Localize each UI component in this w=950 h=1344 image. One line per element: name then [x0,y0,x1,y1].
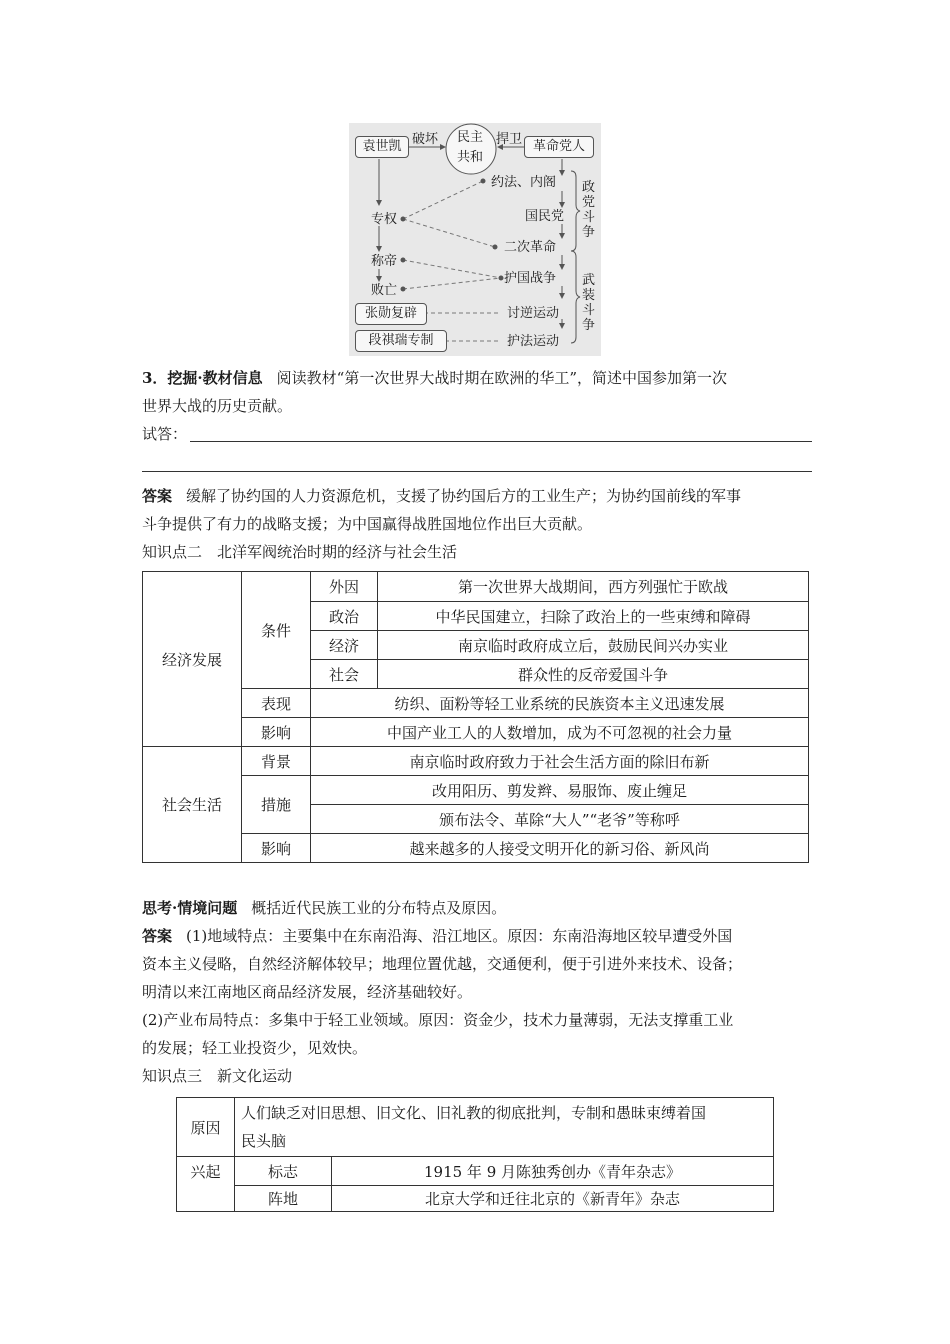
cell-cause-value [235,1098,774,1157]
cell-social: 社会生活 [143,747,242,863]
cell-foreign: 外因 [311,572,378,602]
answer-line-2[interactable] [142,471,812,472]
cell-foreign-value: 第一次世界大战期间，西方列强忙于欧战 [378,572,809,602]
cell-politics: 政治 [311,602,378,631]
cell-economy-value: 南京临时政府成立后，鼓励民间兴办实业 [378,631,809,660]
cell-society: 社会 [311,660,378,689]
history-diagram [349,123,601,356]
cell-impact2-value: 越来越多的人接受文明开化的新习俗、新风尚 [311,834,809,863]
label-party-struggle: 政党斗争 [581,180,595,240]
think-label: 思考·情境问题 [142,899,238,917]
cell-sign-value: 1915 年 9 月陈独秀创办《青年杂志》 [332,1157,774,1186]
box-yuan: 袁世凯 [355,136,409,158]
answer2-label: 答案 [142,927,173,945]
label-autocracy: 专权 [371,212,398,227]
kp3-title: 知识点三 新文化运动 [142,1067,293,1085]
cell-measures: 措施 [242,776,311,834]
answer2-text-1: (1)地域特点：主要集中在东南沿海、沿江地区。原因：东南沿海地区较早遭受外国 [186,927,733,945]
label-defend: 捍卫 [496,132,523,147]
economy-society-table [142,571,809,863]
box-zhangxun: 张勋复辟 [355,303,427,325]
label-republic-1: 民主 [457,130,484,145]
cell-measure-2: 颁布法令、革除“大人”“老爷”等称呼 [311,805,809,834]
label-emperor: 称帝 [371,254,398,269]
cell-rise: 兴起 [177,1157,235,1212]
cell-politics-value: 中华民国建立，扫除了政治上的一些束缚和障碍 [378,602,809,631]
answer2-text-2: 资本主义侵略，自然经济解体较早；地理位置优越，交通便利，便于引进外来技术、设备； [142,955,743,973]
box-duan: 段祺瑞专制 [355,330,447,352]
label-armed-struggle: 武装斗争 [581,273,595,333]
q3-label: 3．挖掘·教材信息 [142,369,263,387]
answer1-text-2: 斗争提供了有力的战略支援；为中国赢得战胜国地位作出巨大贡献。 [142,515,593,533]
answer1-text-1: 缓解了协约国的人力资源危机，支援了协约国后方的工业生产；为协约国前线的军事 [186,487,742,505]
label-constitution: 约法、内阁 [491,175,557,190]
cell-cond: 条件 [242,572,311,689]
cell-perf: 表现 [242,689,311,718]
cell-bg-value: 南京临时政府致力于社会生活方面的除旧布新 [311,747,809,776]
box-revolutionaries: 革命党人 [524,136,594,158]
cell-econ: 经济发展 [143,572,242,747]
cell-society-value: 群众性的反帝爱国斗争 [378,660,809,689]
answer1-label: 答案 [142,487,173,505]
label-death: 败亡 [371,283,398,298]
cause-text-2: 民头脑 [241,1132,287,1150]
q3-try-label: 试答： [142,425,188,443]
cell-impact2: 影响 [242,834,311,863]
label-republic-2: 共和 [457,150,484,165]
q3-text-2: 世界大战的历史贡献。 [142,397,293,415]
label-second-revolution: 二次革命 [504,240,557,255]
kp2-title: 知识点二 北洋军阀统治时期的经济与社会生活 [142,543,458,561]
cell-impact: 影响 [242,718,311,747]
cell-sign: 标志 [235,1157,332,1186]
label-destroy: 破坏 [412,132,439,147]
cell-bg: 背景 [242,747,311,776]
answer-line-1[interactable] [190,441,812,442]
label-protect-law: 护法运动 [507,334,560,349]
cell-base-value: 北京大学和迁往北京的《新青年》杂志 [332,1186,774,1212]
answer2-text-4: (2)产业布局特点：多集中于轻工业领域。原因：资金少，技术力量薄弱，无法支撑重工业 [142,1011,734,1029]
cell-measure-1: 改用阳历、剪发辫、易服饰、废止缠足 [311,776,809,805]
label-anti-rebel: 讨逆运动 [507,306,560,321]
cell-base: 阵地 [235,1186,332,1212]
q3-text-1: 阅读教材“第一次世界大战时期在欧洲的华工”，简述中国参加第一次 [276,369,728,387]
cell-cause: 原因 [177,1098,235,1157]
answer2-text-3: 明清以来江南地区商品经济发展，经济基础较好。 [142,983,473,1001]
cause-text-1: 人们缺乏对旧思想、旧文化、旧礼教的彻底批判，专制和愚昧束缚着国 [241,1104,707,1122]
cell-impact-value: 中国产业工人的人数增加，成为不可忽视的社会力量 [311,718,809,747]
cell-perf-value: 纺织、面粉等轻工业系统的民族资本主义迅速发展 [311,689,809,718]
answer1-block [142,482,812,566]
label-kmt: 国民党 [525,209,565,224]
q3-block [142,364,812,448]
answer2-text-5: 的发展；轻工业投资少，见效快。 [142,1039,368,1057]
new-culture-table [176,1097,774,1212]
think-text: 概括近代民族工业的分布特点及原因。 [251,899,507,917]
cell-economy: 经济 [311,631,378,660]
label-protect-war: 护国战争 [504,271,557,286]
think-block [142,894,812,1090]
